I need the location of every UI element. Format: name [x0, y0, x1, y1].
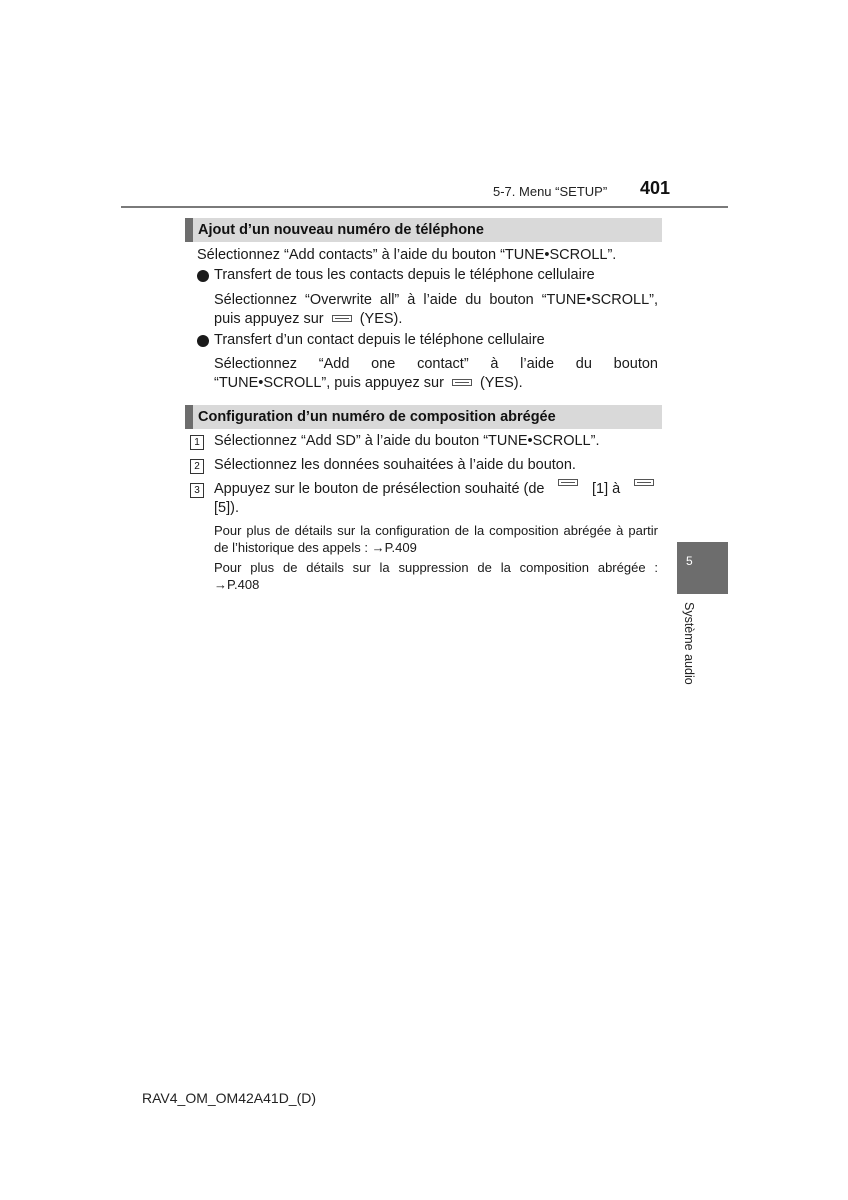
step-number: 1: [190, 435, 204, 450]
instruction-text: (YES).: [479, 375, 523, 391]
section-header: 5-7. Menu “SETUP”: [493, 184, 608, 199]
note-history-line2: [214, 539, 417, 556]
bullet-heading-one-contact: Transfert d’un contact depuis le téléphone cellulaire: [214, 332, 545, 348]
step-number: 3: [190, 483, 204, 498]
arrow-right-icon: →: [214, 577, 227, 592]
preset-icon: [558, 479, 578, 486]
intro-text: Sélectionnez “Add contacts” à l’aide du bouton “TUNE•SCROLL”.: [197, 247, 617, 263]
step-text: [5]).: [214, 500, 239, 516]
note-history-line1: Pour plus de détails sur la configuration de la composition abrégée à partir: [214, 523, 658, 538]
chapter-label: Système audio: [682, 602, 696, 685]
instruction-text: “TUNE•SCROLL”, puis appuyez sur: [214, 375, 444, 391]
instruction-overwrite-line1: Sélectionnez “Overwrite all” à l’aide du bouton “TUNE•SCROLL”,: [214, 292, 658, 308]
step-text-line1: [214, 480, 658, 499]
instruction-text: (YES).: [359, 311, 403, 327]
instruction-add-one-line2: [214, 374, 523, 393]
instruction-add-one-line1: Sélectionnez “Add one contact” à l’aide du bouton: [214, 356, 658, 372]
page-reference-link[interactable]: P.408: [227, 577, 260, 592]
page-number: 401: [640, 178, 671, 198]
button-icon: [452, 379, 472, 386]
note-text: de l’historique des appels :: [214, 540, 368, 555]
bullet-icon: [197, 270, 209, 282]
arrow-right-icon: →: [371, 540, 385, 555]
chapter-tab[interactable]: [677, 542, 728, 594]
header-divider: [121, 206, 728, 208]
instruction-overwrite-line2: [214, 310, 402, 329]
note-delete-line1: Pour plus de détails sur la suppression de la composition abrégée :: [214, 560, 658, 575]
step-text: Sélectionnez “Add SD” à l’aide du bouton “TUNE•SCROLL”.: [214, 433, 600, 449]
bullet-heading-all-contacts: Transfert de tous les contacts depuis le téléphone cellulaire: [214, 267, 595, 283]
document-code: RAV4_OM_OM42A41D_(D): [142, 1090, 317, 1106]
instruction-text: puis appuyez sur: [214, 311, 324, 327]
section-title-speed-dial: Configuration d’un numéro de composition abrégée: [185, 405, 662, 429]
step-number: 2: [190, 459, 204, 474]
step-text: Appuyez sur le bouton de présélection souhaité (de: [214, 481, 545, 497]
button-icon: [332, 315, 352, 322]
step-text: [1] à: [592, 481, 621, 497]
page-reference-link[interactable]: P.409: [384, 540, 417, 555]
bullet-icon: [197, 335, 209, 347]
preset-icon: [634, 479, 654, 486]
section-title-add-number: Ajout d’un nouveau numéro de téléphone: [185, 218, 662, 242]
chapter-number: 5: [686, 554, 693, 568]
note-delete-line2: [214, 576, 259, 593]
step-text: Sélectionnez les données souhaitées à l’aide du bouton.: [214, 457, 576, 473]
